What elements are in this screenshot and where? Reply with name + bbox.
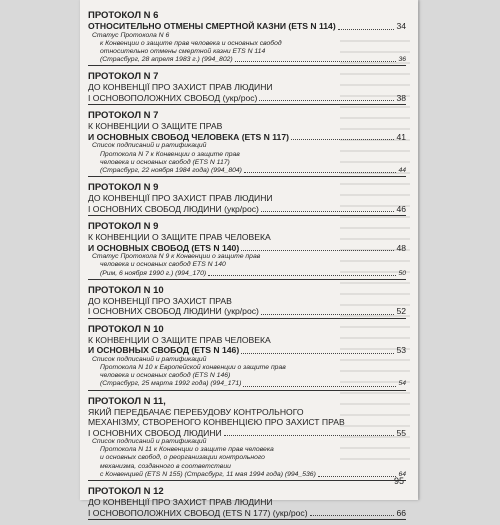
protocol-heading: ПРОТОКОЛ N 7 [88, 110, 159, 122]
dot-leader [208, 275, 396, 276]
toc-title-line [88, 417, 406, 428]
table-of-contents [88, 10, 406, 525]
book-page [80, 0, 418, 518]
title-text: І ОСНОВНИХ СВОБОД ЛЮДИНИ (укр/рос) [88, 203, 259, 214]
page-ref: 38 [396, 92, 406, 103]
page-ref: 48 [396, 242, 406, 253]
toc-entry [88, 324, 406, 391]
toc-title-line [88, 232, 406, 243]
entry-rule [88, 65, 406, 66]
title-text: І ОСНОВНИХ СВОБОД ЛЮДИНИ (укр/рос) [88, 306, 259, 317]
dot-leader [243, 386, 396, 387]
entry-rule [88, 279, 406, 280]
toc-entry [88, 221, 406, 280]
title-text: К КОНВЕНЦИИ О ЗАЩИТЕ ПРАВ ЧЕЛОВЕКА [88, 232, 271, 243]
subentry-text: человека и основных свобод ETS N 140 [100, 261, 226, 269]
subentry-text: человека и основных свобод (ETS N 117) [100, 158, 230, 166]
page-ref: 54 [398, 380, 406, 388]
title-text: МЕХАНІЗМУ, СТВОРЕНОГО КОНВЕНЦІЄЮ ПРО ЗАХИСТ ПРАВ [88, 417, 345, 428]
subentry-line [100, 48, 406, 56]
subentry-intro: Список подписаний и ратификаций [92, 142, 207, 150]
toc-title-line [88, 21, 406, 32]
toc-entry [88, 110, 406, 177]
title-text: ДО КОНВЕНЦІЇ ПРО ЗАХИСТ ПРАВ ЛЮДИНИ [88, 193, 273, 204]
title-text: И ОСНОВНЫХ СВОБОД (ETS N 140) [88, 242, 240, 253]
subentry-line [100, 463, 406, 471]
entry-rule [88, 390, 406, 391]
protocol-heading: ПРОТОКОЛ N 11, [88, 395, 166, 407]
subentry-line [100, 56, 406, 64]
toc-entry [88, 182, 406, 216]
subentry-text: (Страсбург, 22 ноября 1984 года) (994_804) [100, 166, 242, 174]
toc-subentry [92, 253, 406, 278]
protocol-heading: ПРОТОКОЛ N 9 [88, 221, 159, 233]
dot-leader [291, 139, 394, 140]
subentry-text: (Страсбург, 25 марта 1992 года) (994_171) [100, 380, 242, 388]
dot-leader [310, 515, 395, 516]
protocol-heading: ПРОТОКОЛ N 12 [88, 486, 164, 498]
subentry-line [100, 167, 406, 175]
toc-title-line [88, 407, 406, 418]
dot-leader [241, 353, 394, 354]
subentry-text: относительно отмены смертной казни ETS N 114 [100, 47, 266, 55]
subentry-line [100, 159, 406, 167]
toc-title-line [88, 428, 406, 439]
toc-subentry [92, 32, 406, 65]
title-text: І ОСНОВНИХ СВОБОД ЛЮДИНИ [88, 427, 222, 438]
title-text: ДО КОНВЕНЦІЇ ПРО ЗАХИСТ ПРАВ [88, 295, 232, 306]
title-text: К КОНВЕНЦИИ О ЗАЩИТЕ ПРАВ ЧЕЛОВЕКА [88, 334, 271, 345]
page-ref: 55 [396, 427, 406, 438]
dot-leader [244, 172, 397, 173]
entry-rule [88, 215, 406, 216]
subentry-line [100, 261, 406, 269]
dot-leader [261, 314, 395, 315]
subentry-text: (Рим, 6 ноября 1990 г.) (994_170) [100, 269, 207, 277]
toc-title-line [88, 306, 406, 317]
toc-entry [88, 486, 406, 520]
subentry-text: человека и основных свобод (ETS N 146) [100, 372, 231, 380]
subentry-intro: Список подписаний и ратификаций [92, 438, 207, 446]
dot-leader [241, 250, 394, 251]
toc-title-line [88, 204, 406, 215]
subentry-text: к Конвенции о защите прав человека и основных свобод [100, 39, 282, 47]
toc-title-line [88, 497, 406, 508]
title-text: ЯКИЙ ПЕРЕДБАЧАЄ ПЕРЕБУДОВУ КОНТРОЛЬНОГО [88, 406, 304, 417]
dot-leader [224, 435, 395, 436]
subentry-intro: Статус Протокола N 6 [92, 31, 170, 39]
subentry-text: с Конвенцией (ETS N 155) (Страсбург, 11 мая 1994 года) (994_536) [100, 470, 316, 478]
dot-leader [259, 100, 394, 101]
toc-title-line [88, 82, 406, 93]
toc-subentry [92, 356, 406, 389]
dot-leader [235, 61, 397, 62]
protocol-heading: ПРОТОКОЛ N 10 [88, 323, 164, 335]
toc-title-line [88, 296, 406, 307]
toc-title-line [88, 345, 406, 356]
title-text: ОТНОСИТЕЛЬНО ОТМЕНЫ СМЕРТНОЙ КАЗНИ (ETS N 114) [88, 21, 336, 31]
toc-title-line [88, 335, 406, 346]
title-text: К КОНВЕНЦИИ О ЗАЩИТЕ ПРАВ [88, 121, 223, 132]
page-ref: 46 [396, 203, 406, 214]
subentry-text: (Страсбург, 28 апреля 1983 г.) (994_802) [100, 56, 233, 64]
toc-entry [88, 396, 406, 482]
subentry-text: Протокола N 11 к Конвенции о защите прав человека [100, 446, 274, 454]
subentry-line [100, 454, 406, 462]
toc-title-line [88, 243, 406, 254]
page-ref: 34 [396, 21, 406, 31]
entry-rule [88, 318, 406, 319]
subentry-line [100, 380, 406, 388]
toc-entry [88, 71, 406, 105]
toc-title-line [88, 193, 406, 204]
dot-leader [318, 476, 397, 477]
toc-subentry [92, 438, 406, 479]
subentry-intro: Список подписаний и ратификаций [92, 355, 207, 363]
dot-leader [338, 29, 395, 30]
protocol-heading: ПРОТОКОЛ N 6 [88, 10, 159, 21]
page-ref: 52 [396, 306, 406, 317]
entry-rule [88, 176, 406, 177]
subentry-line [100, 471, 406, 479]
entry-rule [88, 519, 406, 520]
title-text: И ОСНОВНЫХ СВОБОД ЧЕЛОВЕКА (ETS N 117) [88, 131, 289, 142]
subentry-line [100, 151, 406, 159]
subentry-line [100, 270, 406, 278]
toc-entry [88, 10, 406, 66]
page-ref: 64 [398, 470, 406, 478]
toc-title-line [88, 121, 406, 132]
entry-rule [88, 480, 406, 481]
dot-leader [261, 211, 395, 212]
toc-title-line [88, 93, 406, 104]
protocol-heading: ПРОТОКОЛ N 7 [88, 71, 159, 83]
page-ref: 44 [398, 166, 406, 174]
title-text: І ОСНОВОПОЛОЖНИХ СВОБОД (ETS N 177) (укр/рос) [88, 507, 308, 518]
protocol-heading: ПРОТОКОЛ N 10 [88, 284, 164, 296]
entry-rule [88, 104, 406, 105]
subentry-intro: Статус Протокола N 9 к Конвенции о защите прав [92, 253, 261, 261]
toc-subentry [92, 142, 406, 175]
page-ref: 36 [398, 56, 406, 64]
page-number: 95 [393, 476, 404, 486]
title-text: ДО КОНВЕНЦІЇ ПРО ЗАХИСТ ПРАВ ЛЮДИНИ [88, 497, 273, 508]
toc-title-line [88, 508, 406, 519]
subentry-text: и основных свобод, о реорганизации контрольного [100, 454, 265, 462]
protocol-heading: ПРОТОКОЛ N 9 [88, 182, 159, 194]
page-ref: 53 [396, 345, 406, 356]
subentry-text: Протокола N 10 к Европейской конвенции о защите прав [100, 363, 286, 371]
subentry-line [100, 40, 406, 48]
toc-title-line [88, 132, 406, 143]
subentry-line [100, 364, 406, 372]
title-text: І ОСНОВОПОЛОЖНИХ СВОБОД (укр/рос) [88, 92, 258, 103]
subentry-text: механизма, созданного в соответствии [100, 462, 231, 470]
page-ref: 41 [396, 131, 406, 142]
title-text: И ОСНОВНЫХ СВОБОД (ETS N 146) [88, 345, 240, 356]
page-ref: 66 [396, 507, 406, 518]
subentry-text: Протокола N 7 к Конвенции о защите прав [100, 150, 240, 158]
toc-entry [88, 285, 406, 319]
title-text: ДО КОНВЕНЦІЇ ПРО ЗАХИСТ ПРАВ ЛЮДИНИ [88, 82, 273, 93]
page-ref: 50 [398, 269, 406, 277]
